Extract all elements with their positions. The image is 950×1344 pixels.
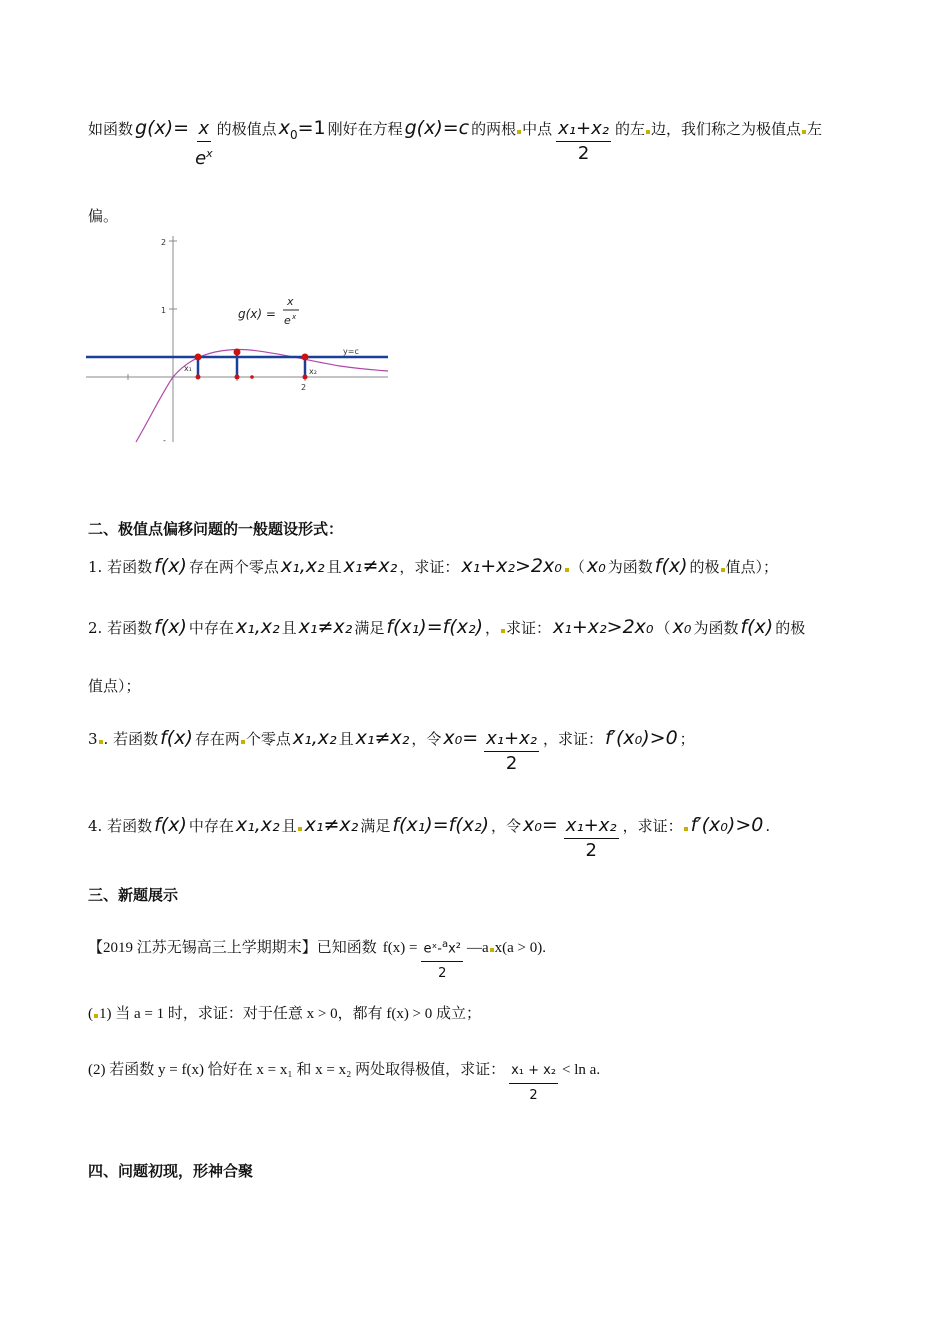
edit-mark <box>94 1014 98 1018</box>
item4-x0eq: x₀= <box>523 814 558 836</box>
item1-t7: 的极 <box>689 558 720 576</box>
item2-t4: 满足 <box>354 619 385 637</box>
item2 <box>88 617 805 638</box>
item2-t7: （ <box>655 619 671 637</box>
item2-t5: ， <box>485 619 501 637</box>
item4-t4: 满足 <box>360 817 391 835</box>
item1-vars: x₁,x₂ <box>280 555 325 577</box>
item2-f: f(x) <box>154 616 187 638</box>
point-x1 <box>195 354 202 361</box>
problem-den: 2 <box>438 966 447 982</box>
edit-mark <box>646 130 650 134</box>
intro-line-2 <box>88 206 118 226</box>
intro-t4: 中点 <box>522 120 553 138</box>
item2-t10: 值点）； <box>88 677 141 695</box>
item3-t4: ，令 <box>411 730 442 748</box>
midpoint-fraction <box>556 119 611 164</box>
item1 <box>88 556 778 577</box>
item4-f: f(x) <box>154 814 187 836</box>
item2-eq: f(x₁)=f(x₂) <box>386 616 483 638</box>
graph-frac-num: x <box>287 295 294 308</box>
problem-source: 【2019 江苏无锡高三上学期期末】已知函数 <box>88 940 377 957</box>
edit-mark <box>517 130 521 134</box>
intro-t2: 刚好在方程 <box>327 120 403 138</box>
item3-den: 2 <box>505 753 518 774</box>
edit-mark <box>241 740 245 744</box>
gx-frac-num: x <box>197 119 212 142</box>
intro-prefix: 如函数 <box>88 120 134 138</box>
item4-t7: . <box>765 817 771 835</box>
item2-t8: 为函数 <box>693 619 739 637</box>
section3-heading: 三、新题展示 <box>88 886 179 904</box>
item4-vars: x₁,x₂ <box>235 814 280 836</box>
item1-t4: ，求证： <box>399 558 460 576</box>
item4 <box>88 815 770 861</box>
gx-frac-den-base: e <box>195 148 207 169</box>
graph-frac-den-exp: x <box>292 313 297 321</box>
item4-t6: ，求证： <box>622 817 683 835</box>
item2-f2: f(x) <box>740 616 774 638</box>
item3-x0eq: x₀= <box>443 727 479 749</box>
item2-t6: 求证： <box>506 619 552 637</box>
foot-x1 <box>196 375 201 380</box>
graph-frac-den: e <box>284 314 291 327</box>
function-graph <box>80 228 392 448</box>
item4-eq: f(x₁)=f(x₂) <box>392 814 489 836</box>
problem-num-tail: x² <box>448 941 461 957</box>
item4-den: 2 <box>585 840 597 861</box>
item4-num: x₁+x₂ <box>564 816 619 839</box>
intro-t8: 偏。 <box>88 207 119 225</box>
equation-gc: g(x)=c <box>404 117 470 139</box>
item1-t2: 存在两个零点 <box>188 558 279 576</box>
item3-conc: f′(x₀)>0 <box>604 727 678 749</box>
item3-t3: 且 <box>338 730 354 748</box>
edit-mark <box>298 827 302 831</box>
gx-lhs: g(x)= <box>135 117 190 139</box>
edit-mark <box>501 629 505 633</box>
x1-label: x₁ <box>184 364 192 373</box>
x0-letter: x <box>278 117 290 139</box>
item4-t2: 中存在 <box>188 817 234 835</box>
section4-heading: 四、问题初现，形神合聚 <box>88 1162 254 1180</box>
foot-mid <box>250 375 254 379</box>
intro-t1: 的极值点 <box>216 120 277 138</box>
gx-fraction <box>195 119 213 169</box>
item3-t2b: 个零点 <box>245 730 291 748</box>
item3-vars: x₁,x₂ <box>292 727 337 749</box>
item2-t2: 中存在 <box>188 619 234 637</box>
item1-ineq: x₁+x₂>2x₀ <box>461 555 562 577</box>
intro-t3: 的两根 <box>471 120 517 138</box>
item4-t5: ，令 <box>491 817 522 835</box>
gx-frac-den-exp: x <box>206 147 213 160</box>
problem-line <box>88 935 546 984</box>
q1-line <box>88 1004 481 1024</box>
item2-ineq: x₁+x₂>2x₀ <box>553 616 654 638</box>
problem-num-a: a <box>441 939 449 950</box>
item1-x0: x₀ <box>586 555 606 577</box>
item3-t6: ； <box>679 730 695 748</box>
foot-x2 <box>303 375 308 380</box>
mid-num: x₁+x₂ <box>556 119 611 142</box>
item2-t3: 且 <box>281 619 297 637</box>
item3-t2: 存在两 <box>194 730 240 748</box>
q2-den: 2 <box>529 1088 538 1103</box>
item1-t8: 值点）； <box>725 558 779 576</box>
item3-t1: 3 <box>88 730 98 748</box>
item3 <box>88 728 695 774</box>
item2-x0: x₀ <box>672 616 692 638</box>
item2-vars: x₁,x₂ <box>235 616 280 638</box>
item1-f2: f(x) <box>654 555 688 577</box>
q2-t2: < ln a. <box>562 1062 601 1078</box>
q2-t1: (2) 若函数 y = f(x) 恰好在 x = x₁ 和 x = x₂ 两处取得极值，求证： <box>88 1062 506 1078</box>
point-x2 <box>302 354 309 361</box>
q2-num: x₁ + x₂ <box>509 1061 558 1084</box>
intro-t5: 的左 <box>614 120 645 138</box>
intro-t7: 左 <box>807 120 823 138</box>
q2-fraction <box>509 1061 558 1106</box>
y1-label: 1 <box>161 306 167 315</box>
item2-t9: 的极 <box>775 619 806 637</box>
problem-fraction <box>421 935 463 984</box>
x2-label: x₂ <box>309 367 317 376</box>
yneg-label: - <box>163 436 166 445</box>
graph-g-label: g(x) = <box>238 307 276 321</box>
item2-neq: x₁≠x₂ <box>298 616 353 638</box>
y2-label: 2 <box>161 238 167 247</box>
item2-t1: 2. 若函数 <box>88 619 153 637</box>
problem-num <box>421 935 463 962</box>
yc-label: y=c <box>343 347 359 356</box>
x0-sub: 0 <box>289 127 298 142</box>
x0-value: =1 <box>297 117 326 139</box>
item1-neq: x₁≠x₂ <box>343 555 398 577</box>
item4-conc: f′(x₀)>0 <box>690 814 764 836</box>
item3-t1b: . 若函数 <box>103 730 159 748</box>
edit-mark <box>802 130 806 134</box>
problem-tail: —a <box>466 940 489 957</box>
q1-t1: ( <box>88 1006 93 1022</box>
edit-mark <box>490 948 494 952</box>
edit-mark <box>99 740 103 744</box>
intro-t6: 边，我们称之为极值点 <box>650 120 801 138</box>
item1-t1: 1. 若函数 <box>88 558 153 576</box>
item3-t5: ，求证： <box>542 730 603 748</box>
edit-mark <box>684 827 688 831</box>
item1-t3: 且 <box>326 558 342 576</box>
q2-line <box>88 1060 600 1106</box>
edit-mark <box>721 568 725 572</box>
q1-t2: 1) 当 a = 1 时，求证：对于任意 x > 0，都有 f(x) > 0 成立； <box>99 1006 482 1022</box>
foot-x0 <box>235 375 240 380</box>
item1-t6: 为函数 <box>607 558 653 576</box>
item1-f: f(x) <box>154 555 187 577</box>
edit-mark <box>565 568 569 572</box>
problem-tail2: x(a > 0). <box>494 940 547 957</box>
x0-var <box>279 118 326 145</box>
item4-fraction <box>564 816 619 861</box>
problem-fx: f(x) = <box>382 940 418 957</box>
x2-tick-label: 2 <box>301 383 307 392</box>
item4-t3: 且 <box>281 817 297 835</box>
gx-frac-den <box>195 142 213 169</box>
item2-cont <box>88 676 141 696</box>
item4-neq: x₁≠x₂ <box>304 814 359 836</box>
mid-den: 2 <box>577 143 590 164</box>
intro-line <box>88 118 822 169</box>
problem-num-head: eˣ- <box>423 941 442 957</box>
point-max <box>234 349 241 356</box>
item1-t5: （ <box>569 558 585 576</box>
item3-num: x₁+x₂ <box>484 729 539 752</box>
curve-gx <box>136 349 388 442</box>
item3-f: f(x) <box>160 727 193 749</box>
item3-fraction <box>484 729 539 774</box>
section2-heading: 二、极值点偏移问题的一般题设形式： <box>88 520 344 538</box>
item3-neq: x₁≠x₂ <box>355 727 410 749</box>
item4-t1: 4. 若函数 <box>88 817 153 835</box>
